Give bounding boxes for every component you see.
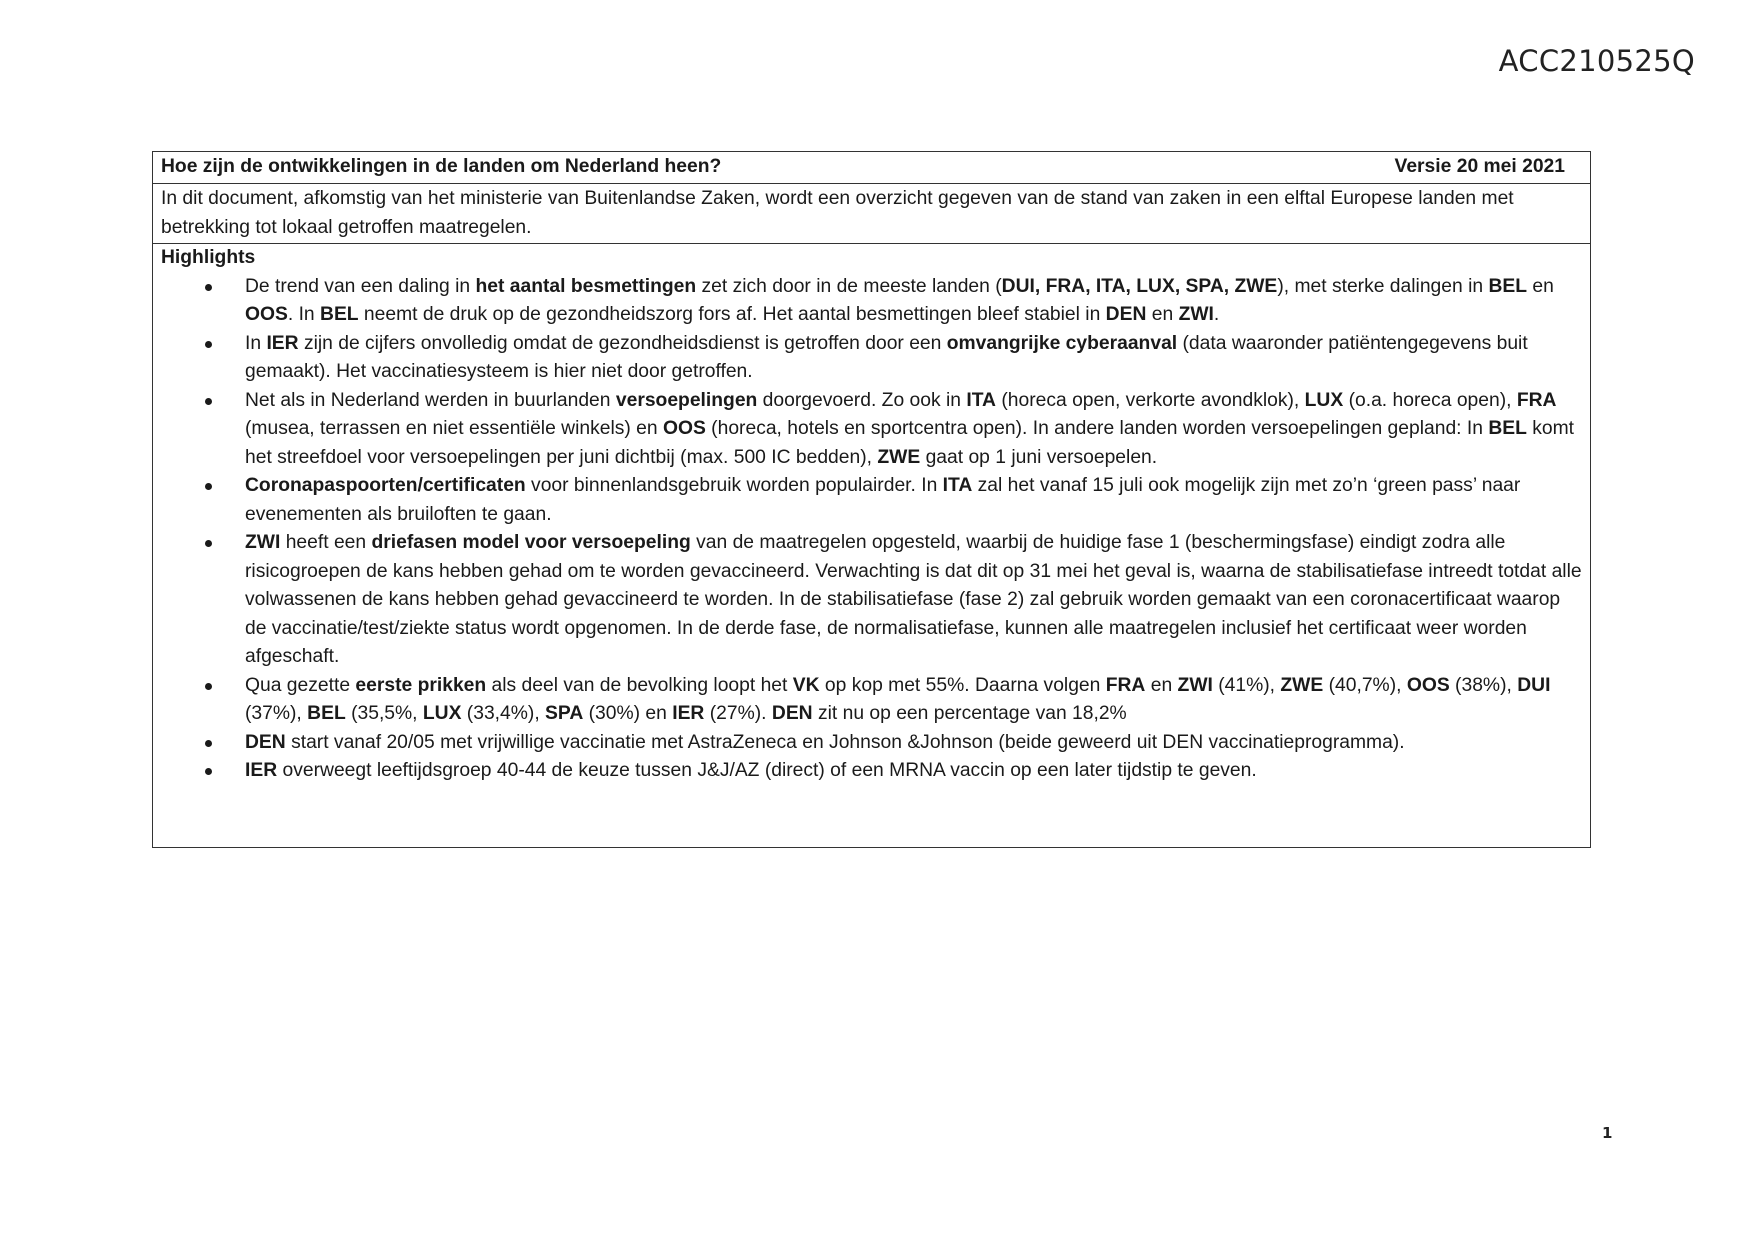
highlight-emphasis: ZWE [1280,674,1324,696]
highlight-text: zijn de cijfers onvolledig omdat de gezondheidsdienst is getroffen door een [298,332,947,354]
page-number: 1 [1602,1124,1613,1142]
highlight-text: (40,7%), [1323,674,1407,696]
highlight-emphasis: OOS [1406,674,1450,696]
highlight-text: gaat op 1 juni versoepelen. [920,446,1158,468]
highlight-text: Qua gezette [245,674,356,696]
highlight-emphasis: FRA [1516,389,1557,411]
bullet-dot-icon [205,483,212,490]
highlight-text: (horeca, hotels en sportcentra open). In andere landen worden versoepelingen gepland: In [705,418,1489,439]
highlight-text: komt het streefdoel voor versoepelingen per juni dichtbij (max. 500 IC bedden), [245,418,1575,468]
highlight-emphasis: LUX [422,703,462,724]
highlight-emphasis: DUI [1517,674,1551,696]
highlight-emphasis: BEL [1488,418,1527,439]
highlight-text: start vanaf 20/05 met vrijwillige vaccinatie met AstraZeneca en Johnson &Johnson (beide geweerd uit DEN vaccinatieprogramma). [285,731,1405,753]
highlight-emphasis: VK [792,674,820,696]
highlight-emphasis: ZWI [1177,674,1213,696]
highlight-text: zet zich door in de meeste landen ( [696,275,1002,297]
highlight-emphasis: LUX [1304,389,1344,411]
highlight-text: In [245,332,267,354]
highlight-text: . [1213,304,1220,325]
bullet-dot-icon [205,540,212,547]
highlight-item [161,729,1582,758]
highlight-item [161,387,1582,473]
highlight-text: en [1145,674,1178,696]
table-title: Hoe zijn de ontwikkelingen in de landen om Nederland heen? [161,156,722,178]
highlight-text: van de maatregelen opgesteld, waarbij de huidige fase 1 (beschermingsfase) eindigt zodra alle risicogroepen de kans hebben gehad om te worden gevaccineerd. Verwachting is dat dit op 31 mei het geval is, waarna de stabilisatiefase intreedt totdat alle volwassenen de kans hebben gehad gevaccineerd te worden. In de stabilisatiefase (fase 2) zal gebruik worden gemaakt van een coronacertificaat waarop de vaccinatie/test/ziekte status wordt opgenomen. In de derde fase, de normalisatiefase, kunnen alle maatregelen inclusief het certificaat weer worden afgeschaft. [245,532,1582,667]
highlight-text: Net als in Nederland werden in buurlanden [245,389,616,411]
highlight-text: (o.a. horeca open), [1343,389,1517,411]
highlight-emphasis: DEN [1105,304,1147,325]
highlight-text: neemt de druk op de gezondheidszorg fors af. Het aantal besmettingen bleef stabiel in [358,304,1106,325]
intro-row [153,184,1590,244]
highlight-text: (41%), [1212,674,1281,696]
highlight-text: (horeca open, verkorte avondklok), [995,389,1305,411]
highlight-emphasis: IER [245,760,278,781]
highlight-emphasis: omvangrijke cyberaanval [946,332,1178,354]
highlight-text: op kop met 55%. Daarna volgen [819,674,1106,696]
highlight-text: heeft een [280,532,372,553]
version-label: Versie 20 mei 2021 [1394,156,1565,178]
highlight-emphasis: FRA [1105,674,1146,696]
highlight-text: voor binnenlandsgebruik worden populairder. In [525,475,943,496]
highlight-item [161,330,1582,387]
table-header-row [153,152,1590,184]
document-code: ACC210525Q [1498,44,1695,78]
highlight-emphasis: Coronapaspoorten/certificaten [245,475,526,496]
highlight-item [161,757,1582,786]
highlight-text: (37%), [245,703,308,724]
highlight-emphasis: ITA [942,475,973,496]
highlight-emphasis: het aantal besmettingen [475,275,697,297]
highlight-text: (35,5%, [345,703,423,724]
highlight-text: zit nu op een percentage van 18,2% [812,703,1127,724]
highlight-text: doorgevoerd. Zo ook in [757,389,967,411]
highlight-text: overweegt leeftijdsgroep 40-44 de keuze tussen J&J/AZ (direct) of een MRNA vaccin op een later tijdstip te geven. [277,760,1257,781]
highlight-emphasis: DEN [245,731,286,753]
highlight-text: en [1146,304,1179,325]
highlight-text: en [1527,275,1554,297]
highlight-emphasis: DEN [771,703,813,724]
highlight-text: (musea, terrassen en niet essentiële winkels) en [245,418,663,439]
highlight-emphasis: BEL [320,304,359,325]
highlight-emphasis: SPA [545,703,584,724]
bullet-dot-icon [205,284,212,291]
highlights-list [161,273,1582,786]
highlight-emphasis: ZWI [1178,304,1214,325]
highlight-item [161,529,1582,672]
highlights-table [152,151,1591,848]
highlight-emphasis: eerste prikken [355,674,487,696]
highlight-emphasis: IER [266,332,299,354]
bullet-dot-icon [205,398,212,405]
highlight-emphasis: OOS [662,418,706,439]
bullet-dot-icon [205,341,212,348]
bullet-dot-icon [205,683,212,690]
highlight-text: ), met sterke dalingen in [1277,275,1489,297]
highlight-emphasis: driefasen model voor versoepeling [371,532,691,553]
bullet-dot-icon [205,768,212,775]
highlights-heading: Highlights [161,247,256,268]
highlight-text: (data waaronder patiëntengegevens buit gemaakt). Het vaccinatiesysteem is hier niet door getroffen. [245,332,1528,382]
highlight-emphasis: BEL [1488,275,1527,297]
highlight-text: (33,4%), [461,703,546,724]
highlight-emphasis: ITA [966,389,996,411]
highlight-emphasis: versoepelingen [615,389,758,411]
highlight-text: als deel van de bevolking loopt het [486,674,793,696]
highlight-text: (27%). [704,703,772,724]
highlight-emphasis: OOS [245,304,288,325]
highlight-item [161,472,1582,529]
bullet-dot-icon [205,740,212,747]
highlight-emphasis: IER [672,703,705,724]
highlights-row [153,244,1590,847]
highlight-item [161,273,1582,330]
highlight-emphasis: DUI, FRA, ITA, LUX, SPA, ZWE [1001,275,1278,297]
highlight-text: (30%) en [583,703,673,724]
highlight-text: De trend van een daling in [245,275,476,297]
highlight-emphasis: BEL [307,703,346,724]
highlight-item [161,672,1582,729]
highlight-emphasis: ZWE [877,446,921,468]
intro-text: In dit document, afkomstig van het ministerie van Buitenlandse Zaken, wordt een overzicht gegeven van de stand van zaken in een elftal Europese landen met betrekking tot lokaal getroffen maatregelen. [161,188,1514,238]
highlight-emphasis: ZWI [245,532,281,553]
highlight-text: zal het vanaf 15 juli ook mogelijk zijn met zo’n ‘green pass’ naar evenementen als bruiloften te gaan. [245,475,1521,525]
highlight-text: . In [287,304,321,325]
highlight-text: (38%), [1449,674,1518,696]
